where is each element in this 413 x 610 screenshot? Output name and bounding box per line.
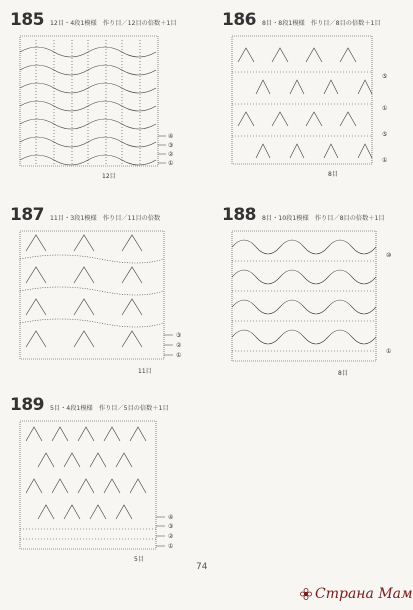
row-marker: ②	[176, 342, 182, 349]
row-marker: ③	[168, 142, 174, 149]
flower-icon	[300, 588, 312, 600]
row-marker: ①	[382, 157, 388, 164]
row-marker: ①	[386, 348, 392, 355]
crochet-chart-185	[16, 32, 196, 182]
repeat-label: 11目	[138, 368, 152, 375]
pattern-info: 8目・8段1模様 作り目／8目の倍数＋1目	[262, 20, 381, 27]
crochet-chart-188	[228, 227, 408, 382]
row-marker: ②	[168, 533, 174, 540]
crochet-chart-187	[16, 227, 196, 382]
pattern-188	[222, 205, 412, 385]
row-marker: ⑤	[382, 131, 388, 138]
row-marker: ④	[168, 514, 174, 521]
row-marker: ②	[168, 151, 174, 158]
row-marker: ①	[382, 105, 388, 112]
pattern-info: 11目・3段1模様 作り目／11目の倍数	[50, 215, 161, 222]
pattern-number: 186	[222, 10, 256, 30]
pattern-info: 5目・4段1模様 作り目／5目の倍数＋1目	[50, 405, 169, 412]
watermark-text: Страна Мам	[315, 586, 413, 602]
pattern-info: 8目・10段1模様 作り目／8目の倍数＋1目	[262, 215, 385, 222]
pattern-number: 188	[222, 205, 256, 225]
pattern-number: 189	[10, 395, 44, 415]
pattern-186	[222, 10, 412, 182]
crochet-chart-189	[16, 417, 196, 567]
pattern-189	[10, 395, 200, 570]
pattern-185	[10, 10, 200, 182]
row-marker: ①	[168, 543, 174, 550]
pattern-number: 185	[10, 10, 44, 30]
row-marker: ⑤	[382, 73, 388, 80]
page-number: 74	[196, 562, 208, 572]
pattern-187	[10, 205, 200, 385]
row-marker: ⑩	[386, 252, 392, 259]
row-marker: ①	[176, 352, 182, 359]
repeat-label: 5目	[134, 556, 144, 563]
repeat-label: 8目	[328, 171, 338, 178]
crochet-chart-186	[228, 32, 408, 182]
row-marker: ③	[168, 523, 174, 530]
row-marker: ①	[168, 160, 174, 167]
repeat-label: 8目	[338, 370, 348, 377]
row-marker: ④	[168, 133, 174, 140]
pattern-number: 187	[10, 205, 44, 225]
row-marker: ③	[176, 332, 182, 339]
pattern-info: 12目・4段1模様 作り目／12目の倍数＋1目	[50, 20, 177, 27]
watermark	[300, 586, 413, 602]
repeat-label: 12目	[102, 173, 116, 180]
